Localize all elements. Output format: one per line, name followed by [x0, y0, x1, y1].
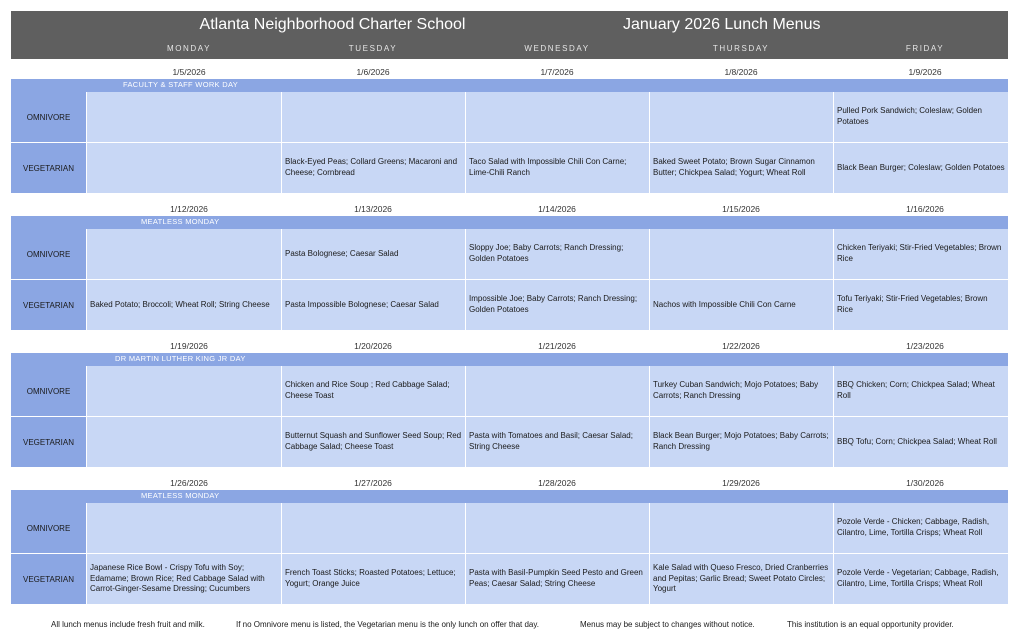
- menu-cell: Chicken Teriyaki; Stir-Fried Vegetables; Brown Rice: [833, 229, 1008, 279]
- row-label: OMNIVORE: [11, 229, 87, 279]
- date-cell: 1/26/2026: [170, 478, 208, 488]
- menu-cell: BBQ Chicken; Corn; Chickpea Salad; Wheat Roll: [833, 366, 1008, 416]
- menu-cell: Butternut Squash and Sunflower Seed Soup; Red Cabbage Salad; Cheese Toast: [281, 417, 465, 467]
- date-cell: 1/29/2026: [722, 478, 760, 488]
- week-note-band: [11, 216, 1008, 229]
- footer-note: All lunch menus include fresh fruit and milk.: [51, 620, 205, 629]
- menu-cell: [649, 229, 833, 279]
- menu-cell: Sloppy Joe; Baby Carrots; Ranch Dressing; Golden Potatoes: [465, 229, 649, 279]
- menu-cell: [465, 503, 649, 553]
- day-wednesday: WEDNESDAY: [524, 44, 590, 53]
- date-cell: 1/30/2026: [906, 478, 944, 488]
- week-note-band: [11, 353, 1008, 366]
- omnivore-row: [11, 229, 1008, 280]
- omnivore-row: [11, 92, 1008, 143]
- date-cell: 1/20/2026: [354, 341, 392, 351]
- menu-cell: Impossible Joe; Baby Carrots; Ranch Dressing; Golden Potatoes: [465, 280, 649, 330]
- menu-cell: Pulled Pork Sandwich; Coleslaw; Golden Potatoes: [833, 92, 1008, 142]
- menu-cell: [86, 229, 281, 279]
- menu-cell: [86, 143, 281, 193]
- week-dates: [11, 337, 1008, 353]
- date-cell: 1/27/2026: [354, 478, 392, 488]
- page-header: [11, 11, 1008, 59]
- omnivore-row: [11, 503, 1008, 554]
- date-cell: 1/9/2026: [908, 67, 942, 77]
- menu-cell: Black-Eyed Peas; Collard Greens; Macaroni and Cheese; Cornbread: [281, 143, 465, 193]
- menu-cell: Kale Salad with Queso Fresco, Dried Cranberries and Pepitas; Garlic Bread; Sweet Potato Circles; Yogurt: [649, 554, 833, 604]
- menu-cell: Nachos with Impossible Chili Con Carne: [649, 280, 833, 330]
- date-cell: 1/7/2026: [540, 67, 574, 77]
- menu-cell: Pozole Verde - Chicken; Cabbage, Radish, Cilantro, Lime, Tortilla Crisps; Wheat Roll: [833, 503, 1008, 553]
- menu-cell: [649, 503, 833, 553]
- week-1: [11, 63, 1008, 194]
- day-thursday: THURSDAY: [712, 44, 770, 53]
- date-cell: 1/19/2026: [170, 341, 208, 351]
- menu-cell: Pasta Bolognese; Caesar Salad: [281, 229, 465, 279]
- day-tuesday: TUESDAY: [348, 44, 398, 53]
- row-label: OMNIVORE: [11, 92, 87, 142]
- week-note-band: [11, 490, 1008, 503]
- vegetarian-row: [11, 554, 1008, 605]
- day-monday: MONDAY: [166, 44, 212, 53]
- week-note: MEATLESS MONDAY: [141, 217, 220, 226]
- menu-cell: Baked Sweet Potato; Brown Sugar Cinnamon Butter; Chickpea Salad; Yogurt; Wheat Roll: [649, 143, 833, 193]
- menu-cell: [86, 366, 281, 416]
- school-name: Atlanta Neighborhood Charter School: [199, 16, 466, 33]
- menu-cell: [281, 503, 465, 553]
- menu-cell: Pasta Impossible Bolognese; Caesar Salad: [281, 280, 465, 330]
- menu-cell: Chicken and Rice Soup ; Red Cabbage Salad; Cheese Toast: [281, 366, 465, 416]
- menu-cell: [465, 366, 649, 416]
- menu-cell: Tofu Teriyaki; Stir-Fried Vegetables; Brown Rice: [833, 280, 1008, 330]
- menu-cell: [465, 92, 649, 142]
- vegetarian-row: [11, 417, 1008, 468]
- date-cell: 1/28/2026: [538, 478, 576, 488]
- date-cell: 1/5/2026: [172, 67, 206, 77]
- row-label: OMNIVORE: [11, 366, 87, 416]
- date-cell: 1/14/2026: [538, 204, 576, 214]
- date-cell: 1/15/2026: [722, 204, 760, 214]
- menu-cell: [86, 503, 281, 553]
- menu-cell: [86, 92, 281, 142]
- week-note: DR MARTIN LUTHER KING JR DAY: [115, 354, 246, 363]
- menu-cell: Black Bean Burger; Mojo Potatoes; Baby Carrots; Ranch Dressing: [649, 417, 833, 467]
- footer-note: If no Omnivore menu is listed, the Vegetarian menu is the only lunch on offer that day.: [236, 620, 539, 629]
- week-dates: [11, 200, 1008, 216]
- date-cell: 1/13/2026: [354, 204, 392, 214]
- date-cell: 1/12/2026: [170, 204, 208, 214]
- menu-cell: Black Bean Burger; Coleslaw; Golden Potatoes: [833, 143, 1008, 193]
- week-3: [11, 337, 1008, 468]
- menu-cell: Baked Potato; Broccoli; Wheat Roll; String Cheese: [86, 280, 281, 330]
- menu-cell: Japanese Rice Bowl - Crispy Tofu with Soy; Edamame; Brown Rice; Red Cabbage Salad with Carrot-Ginger-Sesame Dressing; Cucumbers: [86, 554, 281, 604]
- menu-cell: Turkey Cuban Sandwich; Mojo Potatoes; Baby Carrots; Ranch Dressing: [649, 366, 833, 416]
- row-label: VEGETARIAN: [11, 143, 87, 193]
- date-cell: 1/8/2026: [724, 67, 758, 77]
- menu-cell: Taco Salad with Impossible Chili Con Carne; Lime-Chili Ranch: [465, 143, 649, 193]
- row-label: VEGETARIAN: [11, 554, 87, 604]
- date-cell: 1/6/2026: [356, 67, 390, 77]
- footer-note: This institution is an equal opportunity provider.: [787, 620, 954, 629]
- menu-cell: Pozole Verde - Vegetarian; Cabbage, Radish, Cilantro, Lime, Tortilla Crisps; Wheat Roll: [833, 554, 1008, 604]
- omnivore-row: [11, 366, 1008, 417]
- week-4: [11, 474, 1008, 605]
- menu-cell: Pasta with Basil-Pumpkin Seed Pesto and Green Peas; Caesar Salad; String Cheese: [465, 554, 649, 604]
- date-cell: 1/16/2026: [906, 204, 944, 214]
- menu-title: January 2026 Lunch Menus: [623, 16, 821, 33]
- menu-cell: [86, 417, 281, 467]
- menu-cell: Pasta with Tomatoes and Basil; Caesar Salad; String Cheese: [465, 417, 649, 467]
- date-cell: 1/21/2026: [538, 341, 576, 351]
- week-note-band: [11, 79, 1008, 92]
- row-label: VEGETARIAN: [11, 280, 87, 330]
- week-dates: [11, 63, 1008, 79]
- day-friday: FRIDAY: [905, 44, 945, 53]
- week-2: [11, 200, 1008, 331]
- date-cell: 1/22/2026: [722, 341, 760, 351]
- footer-note: Menus may be subject to changes without notice.: [580, 620, 755, 629]
- date-cell: 1/23/2026: [906, 341, 944, 351]
- menu-cell: [649, 92, 833, 142]
- menu-cell: French Toast Sticks; Roasted Potatoes; Lettuce; Yogurt; Orange Juice: [281, 554, 465, 604]
- vegetarian-row: [11, 143, 1008, 194]
- menu-cell: [281, 92, 465, 142]
- week-dates: [11, 474, 1008, 490]
- week-note: FACULTY & STAFF WORK DAY: [123, 80, 238, 89]
- row-label: OMNIVORE: [11, 503, 87, 553]
- vegetarian-row: [11, 280, 1008, 331]
- row-label: VEGETARIAN: [11, 417, 87, 467]
- week-note: MEATLESS MONDAY: [141, 491, 220, 500]
- weekday-header: [11, 44, 1008, 56]
- menu-cell: BBQ Tofu; Corn; Chickpea Salad; Wheat Roll: [833, 417, 1008, 467]
